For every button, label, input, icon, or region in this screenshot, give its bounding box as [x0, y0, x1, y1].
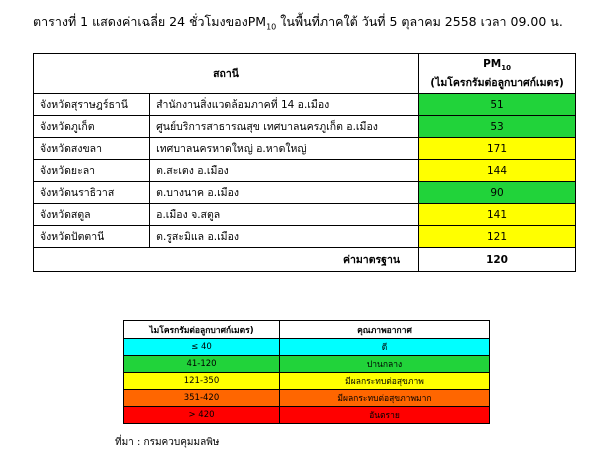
table-body	[34, 94, 576, 248]
legend-quality-cell: อันตราย	[280, 407, 490, 424]
legend-quality-cell: ปานกลาง	[280, 356, 490, 373]
legend-body	[124, 339, 490, 424]
legend-quality-cell: มีผลกระทบต่อสุขภาพมาก	[280, 390, 490, 407]
legend-range-cell: ≤ 40	[124, 339, 280, 356]
table-row	[34, 182, 576, 204]
province-cell: จังหวัดนราธิวาส	[34, 182, 150, 204]
table-row	[34, 204, 576, 226]
province-cell: จังหวัดปัตตานี	[34, 226, 150, 248]
province-cell: จังหวัดสตูล	[34, 204, 150, 226]
standard-value: 120	[419, 248, 576, 272]
standard-label: ค่ามาตรฐาน	[34, 248, 419, 272]
station-cell: ต.บางนาค อ.เมือง	[150, 182, 419, 204]
station-cell: ต.รูสะมิแล อ.เมือง	[150, 226, 419, 248]
pm10-value-cell: 121	[419, 226, 576, 248]
header-pm10	[419, 54, 576, 94]
legend-quality-cell: มีผลกระทบต่อสุขภาพ	[280, 373, 490, 390]
legend-header-quality: คุณภาพอากาศ	[280, 321, 490, 339]
station-cell: อ.เมือง จ.สตูล	[150, 204, 419, 226]
table-header-row	[34, 54, 576, 94]
province-cell: จังหวัดยะลา	[34, 160, 150, 182]
caption-suffix: ในพื้นที่ภาคใต้ วันที่ 5 ตุลาคม 2558 เวลา 09.00 น.	[276, 14, 563, 29]
pm10-value-cell: 90	[419, 182, 576, 204]
legend-row	[124, 390, 490, 407]
pm10-value-cell: 171	[419, 138, 576, 160]
header-pm-prefix: PM	[483, 58, 502, 71]
province-cell: จังหวัดสุราษฎร์ธานี	[34, 94, 150, 116]
legend-row	[124, 356, 490, 373]
header-station: สถานี	[34, 54, 419, 94]
province-cell: จังหวัดสงขลา	[34, 138, 150, 160]
table-row	[34, 116, 576, 138]
station-cell: เทศบาลนครหาดใหญ่ อ.หาดใหญ่	[150, 138, 419, 160]
pm10-value-cell: 144	[419, 160, 576, 182]
legend-header-range: ไมโครกรัมต่อลูกบาศก์เมตร)	[124, 321, 280, 339]
header-pm-unit: (ไมโครกรัมต่อลูกบาศก์เมตร)	[430, 76, 564, 89]
station-cell: ต.สะเตง อ.เมือง	[150, 160, 419, 182]
legend-range-cell: 121-350	[124, 373, 280, 390]
legend-quality-cell: ดี	[280, 339, 490, 356]
caption-prefix: ตารางที่ 1 แสดงค่าเฉลี่ย 24 ชั่วโมงของPM	[33, 14, 267, 29]
legend-header-row	[124, 321, 490, 339]
legend-range-cell: 41-120	[124, 356, 280, 373]
station-cell: สำนักงานสิ่งแวดล้อมภาคที่ 14 อ.เมือง	[150, 94, 419, 116]
table-row	[34, 226, 576, 248]
standard-row	[34, 248, 576, 272]
caption-subscript: 10	[266, 22, 277, 32]
table-row	[34, 160, 576, 182]
aqi-legend-table	[123, 320, 490, 424]
station-cell: ศูนย์บริการสาธารณสุข เทศบาลนครภูเก็ต อ.เมือง	[150, 116, 419, 138]
province-cell: จังหวัดภูเก็ต	[34, 116, 150, 138]
table-row	[34, 94, 576, 116]
legend-row	[124, 373, 490, 390]
pm10-value-cell: 53	[419, 116, 576, 138]
pm10-value-cell: 51	[419, 94, 576, 116]
legend-row	[124, 339, 490, 356]
legend-row	[124, 407, 490, 424]
table-row	[34, 138, 576, 160]
source-note: ที่มา : กรมควบคุมมลพิษ	[115, 437, 220, 448]
legend-range-cell: 351-420	[124, 390, 280, 407]
table-caption	[33, 12, 593, 32]
pm10-value-cell: 141	[419, 204, 576, 226]
header-pm10-title	[425, 57, 569, 75]
header-pm-sub: 10	[501, 64, 511, 73]
legend-range-cell: > 420	[124, 407, 280, 424]
pm10-station-table	[33, 53, 576, 272]
